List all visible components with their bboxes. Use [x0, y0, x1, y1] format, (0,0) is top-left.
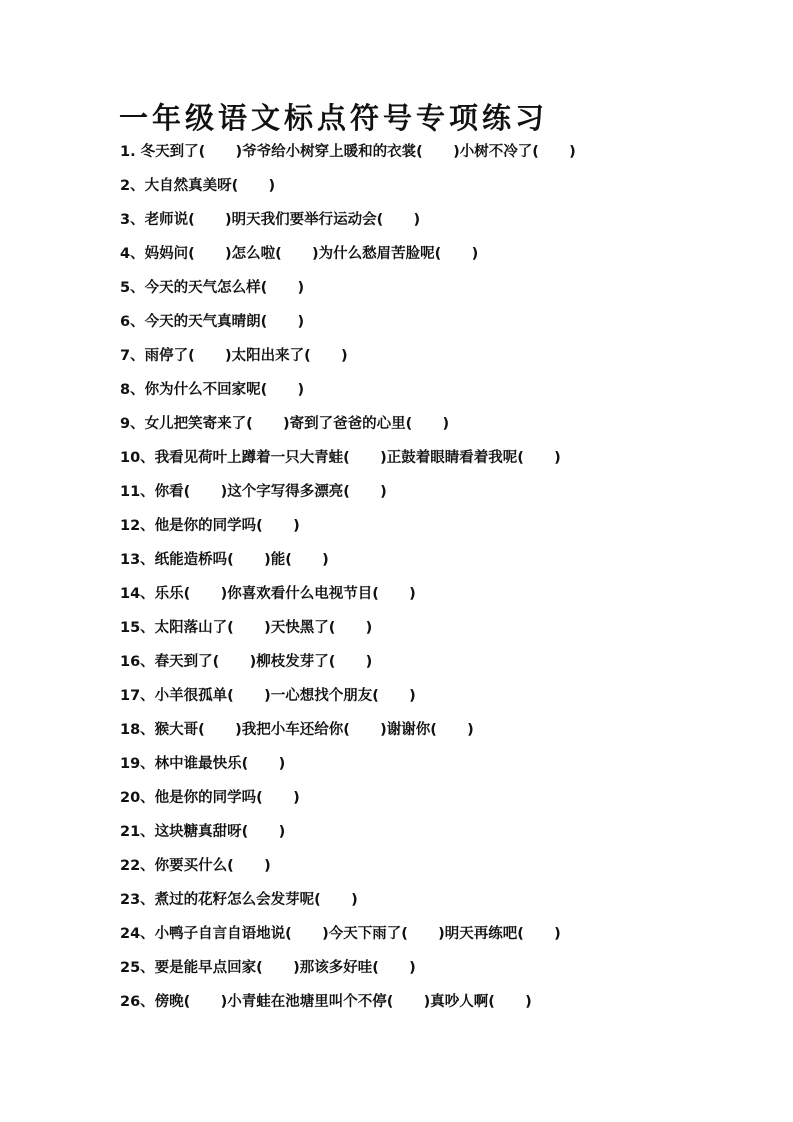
- exercise-item: 13、纸能造桥吗( )能( ): [120, 552, 329, 568]
- exercise-item: 8、你为什么不回家呢( ): [120, 382, 305, 398]
- exercise-item: 26、傍晚( )小青蛙在池塘里叫个不停( )真吵人啊( ): [120, 994, 532, 1010]
- exercise-item: 16、春天到了( )柳枝发芽了( ): [120, 654, 373, 670]
- exercise-item: 6、今天的天气真晴朗( ): [120, 314, 305, 330]
- exercise-item: 17、小羊很孤单( )一心想找个朋友( ): [120, 688, 416, 704]
- exercise-item: 2、大自然真美呀( ): [120, 178, 276, 194]
- page-title: 一年级语文标点符号专项练习: [119, 101, 549, 135]
- exercise-item: 9、女儿把笑寄来了( )寄到了爸爸的心里( ): [120, 416, 450, 432]
- exercise-item: 11、你看( )这个字写得多漂亮( ): [120, 484, 387, 500]
- exercise-item: 5、今天的天气怎么样( ): [120, 280, 305, 296]
- exercise-item: 14、乐乐( )你喜欢看什么电视节目( ): [120, 586, 416, 602]
- exercise-item: 23、煮过的花籽怎么会发芽呢( ): [120, 892, 358, 908]
- exercise-item: 1. 冬天到了( )爷爷给小树穿上暖和的衣裳( )小树不冷了( ): [120, 144, 576, 160]
- exercise-item: 12、他是你的同学吗( ): [120, 518, 300, 534]
- exercise-item: 21、这块糖真甜呀( ): [120, 824, 286, 840]
- exercise-item: 25、要是能早点回家( )那该多好哇( ): [120, 960, 416, 976]
- exercise-item: 20、他是你的同学吗( ): [120, 790, 300, 806]
- exercise-item: 15、太阳落山了( )天快黑了( ): [120, 620, 373, 636]
- exercise-item: 7、雨停了( )太阳出来了( ): [120, 348, 348, 364]
- exercise-item: 3、老师说( )明天我们要举行运动会( ): [120, 212, 421, 228]
- exercise-item: 19、林中谁最快乐( ): [120, 756, 286, 772]
- exercise-list: [120, 142, 576, 1026]
- exercise-item: 18、猴大哥( )我把小车还给你( )谢谢你( ): [120, 722, 474, 738]
- exercise-item: 22、你要买什么( ): [120, 858, 271, 874]
- exercise-item: 24、小鸭子自言自语地说( )今天下雨了( )明天再练吧( ): [120, 926, 561, 942]
- exercise-item: 4、妈妈问( )怎么啦( )为什么愁眉苦脸呢( ): [120, 246, 479, 262]
- exercise-item: 10、我看见荷叶上蹲着一只大青蛙( )正鼓着眼睛看着我呢( ): [120, 450, 561, 466]
